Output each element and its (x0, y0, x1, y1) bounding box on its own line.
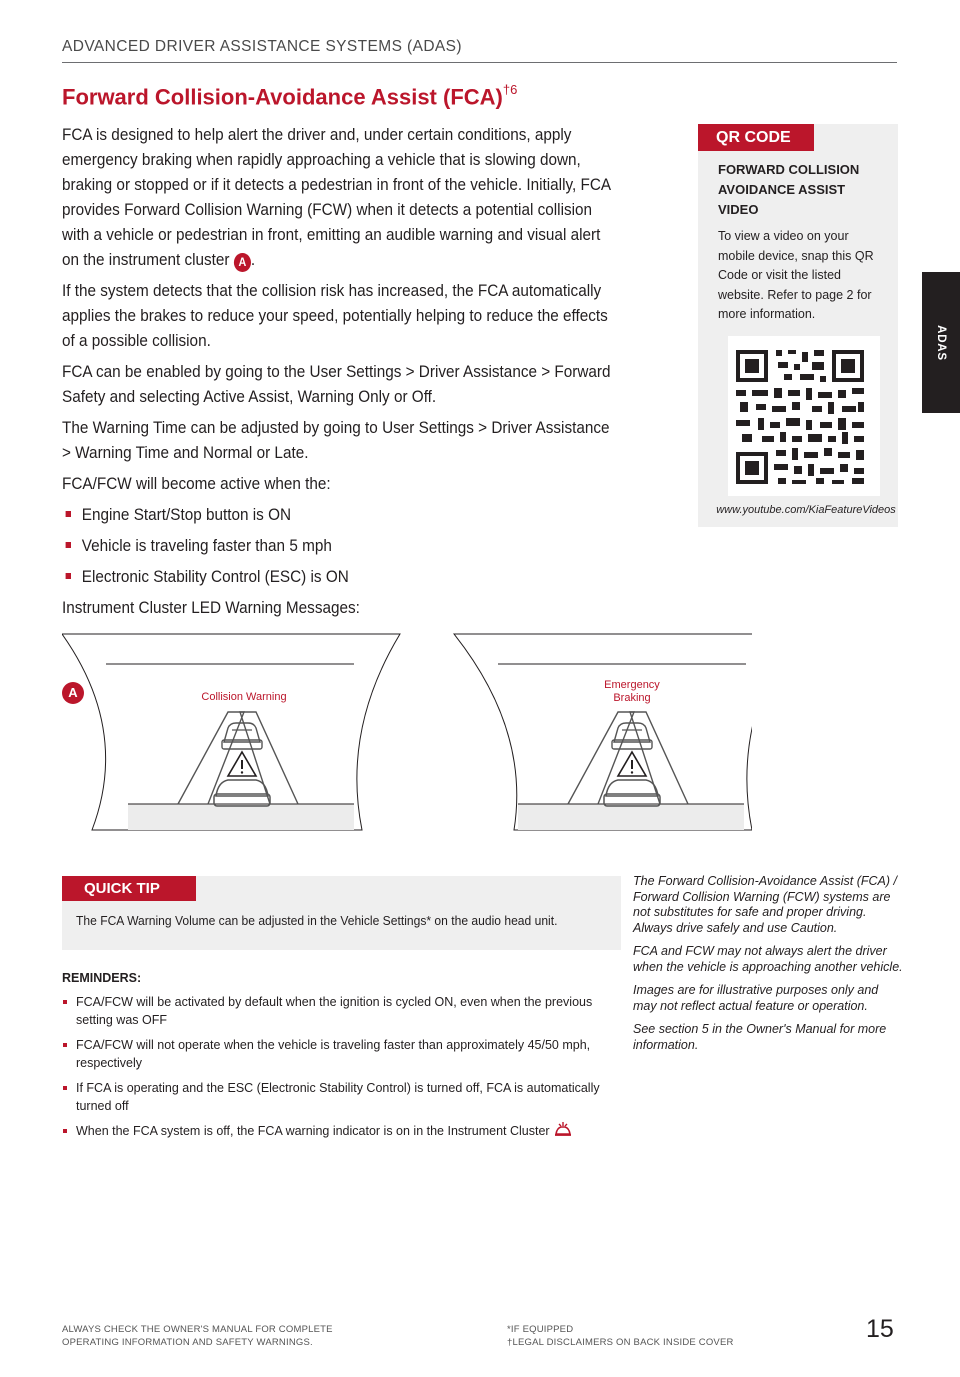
callout-marker: A (234, 253, 251, 272)
qr-heading: FORWARD COLLISION AVOIDANCE ASSIST VIDEO (718, 162, 860, 217)
list-item: Engine Start/Stop button is ON (62, 502, 620, 527)
footer-left-line2: OPERATING INFORMATION AND SAFETY WARNINGS. (62, 1337, 313, 1348)
title-text: Forward Collision-Avoidance Assist (FCA) (62, 84, 503, 110)
page-number: 15 (866, 1315, 894, 1343)
emergency-label-line1: Emergency (604, 679, 660, 691)
list-item: Vehicle is traveling faster than 5 mph (62, 533, 620, 558)
body-copy (62, 122, 620, 626)
intro-text: FCA is designed to help alert the driver and, under certain conditions, apply emergency braking when rapidly approaching a vehicle that is slowing down, braking or stopped or if it detects a pedestrian in front of the vehicle. Initially, FCA provides Forward Collision Warning (FCW) when it detects a potential collision with a vehicle or pedestrian in front, emitting an audible warning and visual alert on the instrument cluster (62, 125, 611, 269)
header-divider (62, 62, 897, 63)
qr-code-image[interactable] (728, 336, 880, 496)
qr-code-label: QR CODE (698, 124, 814, 151)
note-illustrative: Images are for illustrative purposes only and may not reflect actual feature or operation. (633, 983, 879, 1013)
side-tab-label: ADAS (935, 324, 947, 361)
page-title (62, 84, 517, 110)
emergency-braking-label (572, 679, 692, 705)
footer-left-line1: ALWAYS CHECK THE OWNER'S MANUAL FOR COMPLETE (62, 1324, 333, 1335)
footer-legal (507, 1323, 807, 1349)
side-section-tab (922, 272, 960, 413)
video-url-link[interactable]: www.youtube.com/KiaFeatureVideos (716, 504, 896, 516)
warning-time-paragraph: The Warning Time can be adjusted by going to User Settings > Driver Assistance > Warning Time and Normal or Late. (62, 418, 610, 462)
list-item: If FCA is operating and the ESC (Electronic Stability Control) is turned off, FCA is automatically turned off (62, 1079, 607, 1115)
collision-warning-display (62, 634, 400, 830)
enable-paragraph: FCA can be enabled by going to the User Settings > Driver Assistance > Forward Safety and selecting Active Assist, Warning Only or Off. (62, 362, 611, 406)
list-item: FCA/FCW will not operate when the vehicle is traveling faster than approximately 45/50 mph, respectively (62, 1036, 607, 1072)
note-substitute: The Forward Collision-Avoidance Assist (FCA) / Forward Collision Warning (FCW) systems are not substitutes for safe and proper driving. Always drive safely and use Caution. (633, 874, 897, 935)
quick-tip-label: QUICK TIP (62, 876, 196, 901)
qr-instructions: To view a video on your mobile device, snap this QR Code or visit the listed website. Refer to page 2 for more information. (718, 229, 874, 321)
emergency-label-line2: Braking (613, 692, 651, 704)
reminders-list (62, 993, 607, 1147)
list-item (62, 1122, 607, 1140)
cluster-illustration (62, 630, 752, 836)
footer-disclaimer (62, 1323, 392, 1349)
note-owners-manual: See section 5 in the Owner's Manual for more information. (633, 1022, 887, 1052)
footer-mid-line1: *IF EQUIPPED (507, 1324, 574, 1335)
conditions-list (62, 502, 620, 589)
fca-warning-car-icon (553, 1122, 573, 1138)
collision-warning-label: Collision Warning (201, 691, 287, 703)
illustration-marker: A (62, 682, 84, 704)
section-header: ADVANCED DRIVER ASSISTANCE SYSTEMS (ADAS) (62, 38, 462, 55)
reminders-heading: REMINDERS: (62, 971, 142, 985)
intro-paragraph (62, 122, 620, 272)
emergency-braking-display (454, 634, 752, 830)
list-item: Electronic Stability Control (ESC) is ON (62, 564, 620, 589)
quick-tip-text: The FCA Warning Volume can be adjusted in the Vehicle Settings* on the audio head unit. (76, 913, 558, 928)
qr-code-icon (728, 336, 880, 496)
intro-end: . (250, 250, 256, 269)
title-superscript: †6 (502, 82, 518, 97)
list-item: FCA/FCW will be activated by default when the ignition is cycled ON, even when the previous setting was OFF (62, 993, 607, 1029)
led-messages-paragraph: Instrument Cluster LED Warning Messages: (62, 598, 360, 617)
risk-paragraph: If the system detects that the collision risk has increased, the FCA automatically applies the brakes to reduce your speed, potentially helping to reduce the effects of a possible collision. (62, 281, 608, 350)
note-may-not-alert: FCA and FCW may not always alert the driver when the vehicle is approaching another vehicle. (633, 944, 903, 974)
active-when-paragraph: FCA/FCW will become active when the: (62, 474, 331, 493)
footer-mid-line2: †LEGAL DISCLAIMERS ON BACK INSIDE COVER (507, 1337, 734, 1348)
side-notes (633, 874, 903, 1061)
reminder-text: When the FCA system is off, the FCA warning indicator is on in the Instrument Cluster (76, 1124, 550, 1138)
